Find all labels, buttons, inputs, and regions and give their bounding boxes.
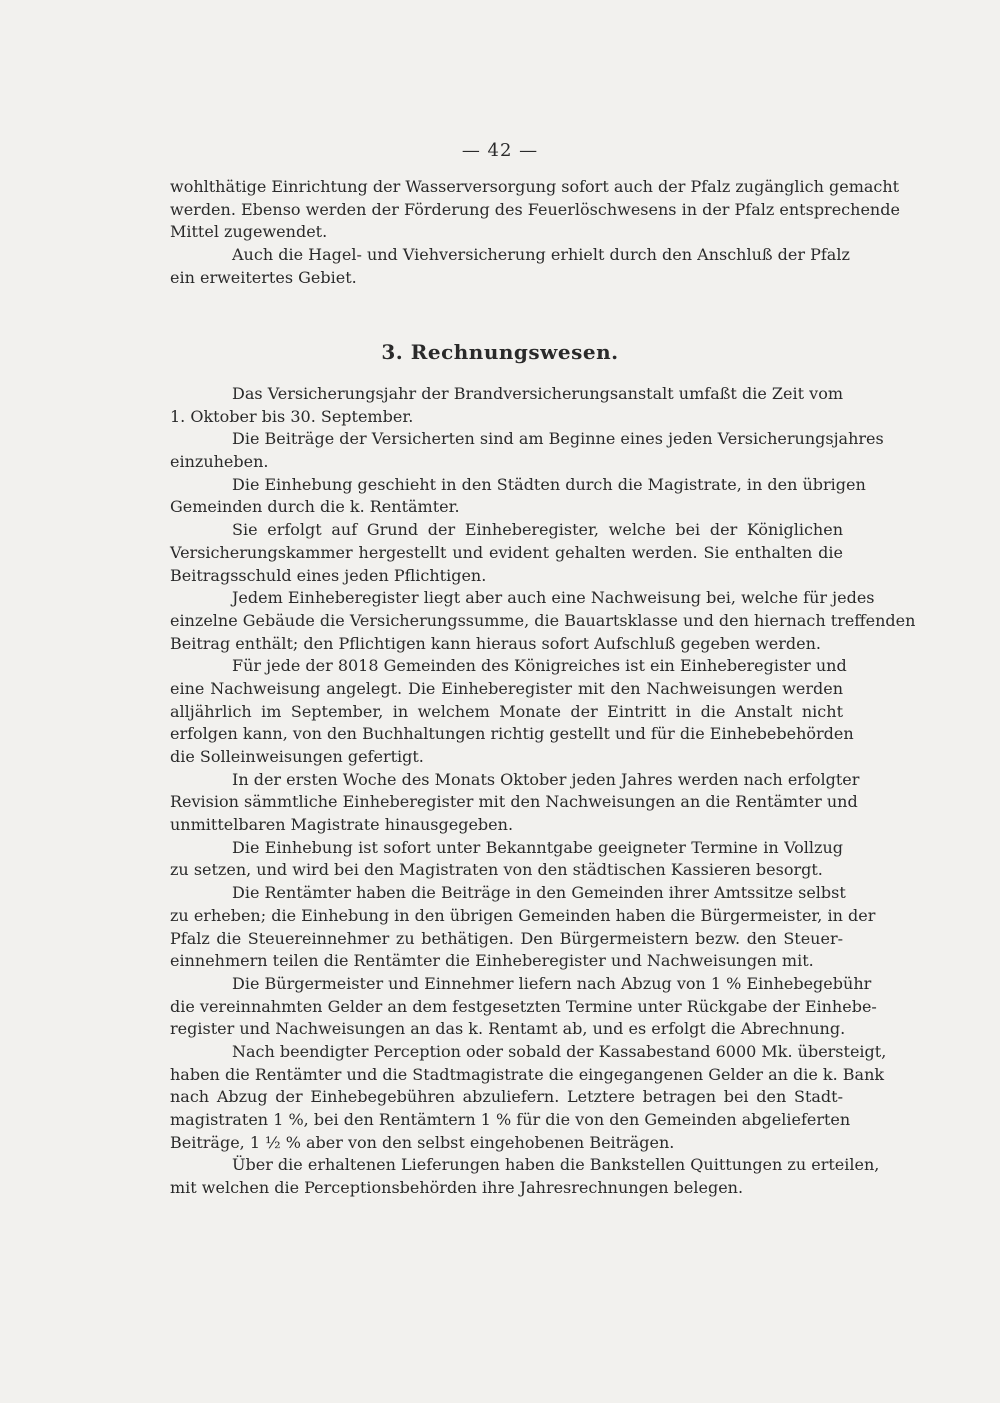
- top-paragraph-block: [170, 176, 900, 289]
- text-line: unmittelbaren Magistrate hinausgegeben.: [170, 815, 514, 835]
- text-line: Beitragsschuld eines jeden Pflichtigen.: [170, 565, 487, 585]
- text-line: Sie erfolgt auf Grund der Einheberegister, welche bei der Königlichen: [232, 520, 843, 540]
- text-line: Beitrag enthält; den Pflichtigen kann hieraus sofort Aufschluß gegeben werden.: [170, 633, 821, 653]
- section-heading: 3. Rechnungswesen.: [381, 340, 619, 364]
- text-line: die vereinnahmten Gelder an dem festgesetzten Termine unter Rückgabe der Einhebe-: [170, 996, 877, 1016]
- text-line: alljährlich im September, in welchem Monate der Eintritt in die Anstalt nicht: [170, 701, 843, 721]
- text-line: erfolgen kann, von den Buchhaltungen richtig gestellt und für die Einhebebehörden: [170, 724, 854, 744]
- text-line: Pfalz die Steuereinnehmer zu bethätigen. Den Bürgermeistern bezw. den Steuer-: [170, 928, 843, 948]
- text-line: haben die Rentämter und die Stadtmagistrate die eingegangenen Gelder an die k. Bank: [170, 1064, 885, 1084]
- text-line: wohlthätige Einrichtung der Wasserversorgung sofort auch der Pfalz zugänglich gemacht: [170, 177, 900, 196]
- text-line: Beiträge, 1 ½ % aber von den selbst eingehobenen Beiträgen.: [170, 1132, 675, 1152]
- text-line: mit welchen die Perceptionsbehörden ihre Jahresrechnungen belegen.: [170, 1178, 744, 1198]
- text-line: Mittel zugewendet.: [170, 222, 328, 242]
- text-line: In der ersten Woche des Monats Oktober jeden Jahres werden nach erfolgter: [232, 769, 860, 789]
- text-line: register und Nachweisungen an das k. Rentamt ab, und es erfolgt die Abrechnung.: [170, 1019, 846, 1039]
- text-line: Versicherungskammer hergestellt und evident gehalten werden. Sie enthalten die: [170, 542, 843, 562]
- text-line: nach Abzug der Einhebegebühren abzuliefern. Letztere betragen bei den Stadt-: [170, 1087, 843, 1107]
- text-line: Gemeinden durch die k. Rentämter.: [170, 497, 460, 517]
- text-line: Über die erhaltenen Lieferungen haben die Bankstellen Quittungen zu erteilen,: [232, 1155, 880, 1175]
- section-body: [170, 383, 916, 1200]
- text-line: Jedem Einheberegister liegt aber auch eine Nachweisung bei, welche für jedes: [232, 588, 875, 608]
- text-line: einzelne Gebäude die Versicherungssumme, die Bauartsklasse und den hiernach treffenden: [170, 610, 916, 630]
- text-line: einzuheben.: [170, 452, 269, 472]
- text-line: 1. Oktober bis 30. September.: [170, 406, 414, 426]
- text-line: Für jede der 8018 Gemeinden des Königreiches ist ein Einheberegister und: [232, 656, 847, 676]
- text-line: Die Einhebung ist sofort unter Bekanntgabe geeigneter Termine in Vollzug: [232, 837, 843, 857]
- text-line: Nach beendigter Perception oder sobald der Kassabestand 6000 Mk. übersteigt,: [232, 1041, 887, 1061]
- page-number: — 42 —: [461, 140, 539, 161]
- text-line: zu setzen, und wird bei den Magistraten von den städtischen Kassieren besorgt.: [170, 860, 823, 880]
- text-line: zu erheben; die Einhebung in den übrigen Gemeinden haben die Bürgermeister, in der: [170, 905, 876, 925]
- text-line: Die Rentämter haben die Beiträge in den Gemeinden ihrer Amtssitze selbst: [232, 883, 846, 903]
- text-line: einnehmern teilen die Rentämter die Einheberegister und Nachweisungen mit.: [170, 951, 814, 971]
- text-line: werden. Ebenso werden der Förderung des Feuerlöschwesens in der Pfalz entsprechende: [170, 199, 900, 219]
- text-line: Revision sämmtliche Einheberegister mit den Nachweisungen an die Rentämter und: [170, 792, 858, 812]
- text-line: eine Nachweisung angelegt. Die Einheberegister mit den Nachweisungen werden: [170, 678, 843, 698]
- text-line: Auch die Hagel- und Viehversicherung erhielt durch den Anschluß der Pfalz: [232, 245, 850, 265]
- text-line: Das Versicherungsjahr der Brandversicherungsanstalt umfaßt die Zeit vom: [232, 384, 843, 403]
- text-line: magistraten 1 %, bei den Rentämtern 1 % für die von den Gemeinden abgelieferten: [170, 1110, 851, 1129]
- text-line: Die Bürgermeister und Einnehmer liefern nach Abzug von 1 % Einhebegebühr: [232, 973, 872, 993]
- text-line: ein erweitertes Gebiet.: [170, 267, 357, 287]
- text-line: Die Einhebung geschieht in den Städten durch die Magistrate, in den übrigen: [232, 474, 866, 494]
- text-line: Die Beiträge der Versicherten sind am Beginne eines jeden Versicherungsjahres: [232, 429, 884, 449]
- text-line: die Solleinweisungen gefertigt.: [170, 747, 424, 766]
